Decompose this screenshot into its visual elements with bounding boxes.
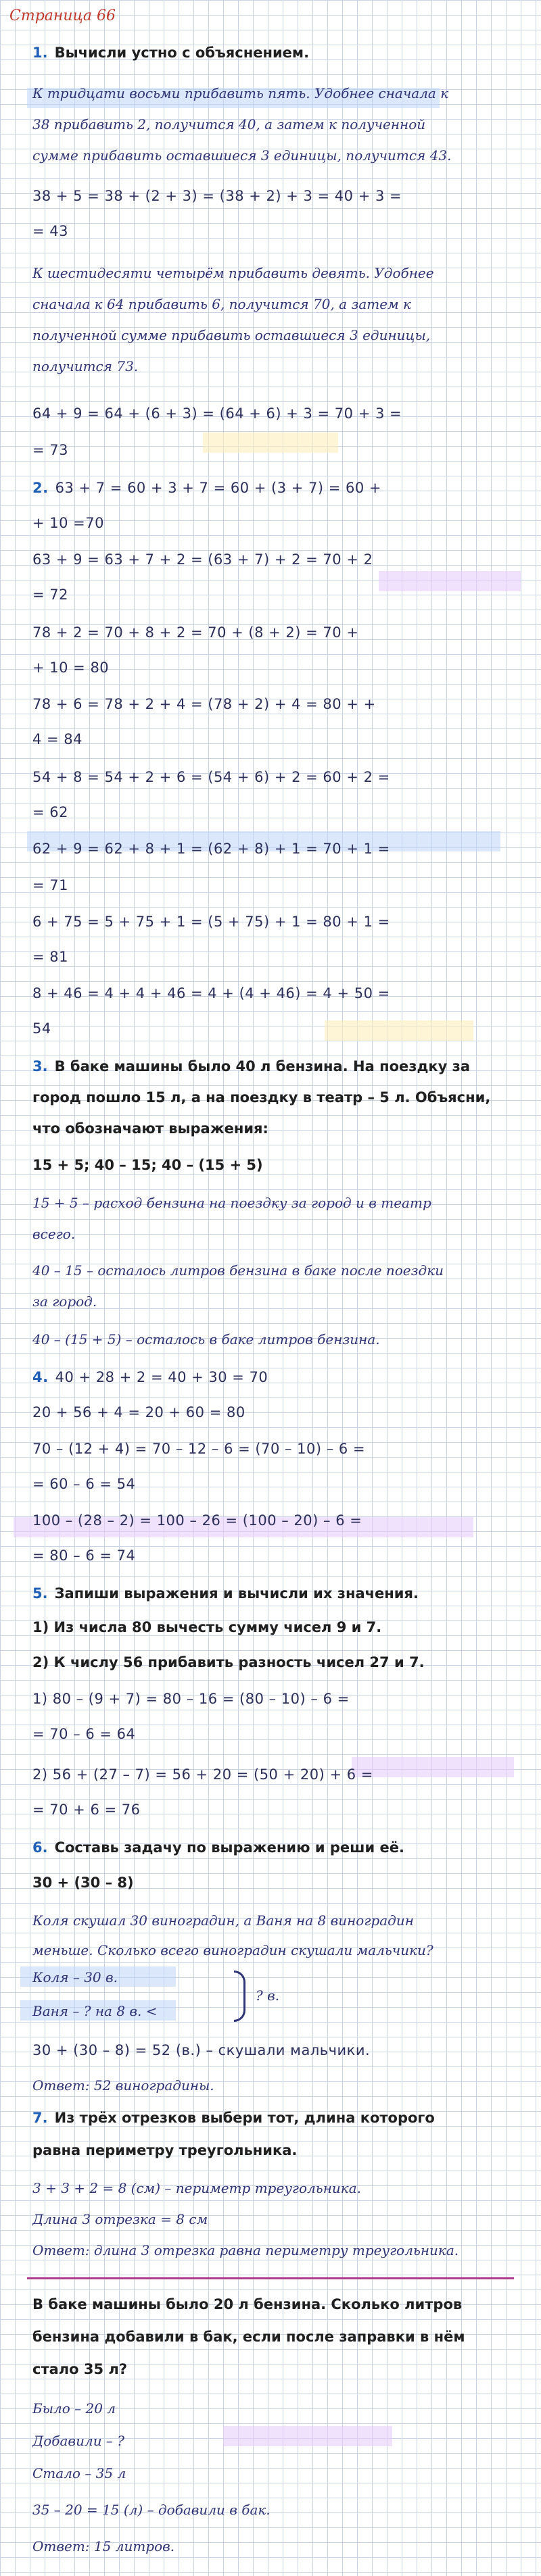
task-5-item: 1) Из числа 80 вычесть сумму чисел 9 и 7. <box>32 1619 382 1635</box>
task-1-line: сначала к 64 прибавить 6, получится 70, а затем к <box>32 296 411 312</box>
task-2-line: 8 + 46 = 4 + 4 + 46 = 4 + (4 + 46) = 4 + 50 = <box>32 985 390 1001</box>
task-3-answer: всего. <box>32 1226 76 1242</box>
task-2-line: 78 + 6 = 78 + 2 + 4 = (78 + 2) + 4 = 80 + + <box>32 696 376 712</box>
task-1-line: К шестидесяти четырём прибавить девять. Удобнее <box>32 265 434 281</box>
task-3-condition: 15 + 5; 40 – 15; 40 – (15 + 5) <box>32 1157 263 1173</box>
task-3-condition: город пошло 15 л, а на поездку в театр – 5 л. Объясни, <box>32 1089 491 1106</box>
brace-icon <box>234 1971 245 2022</box>
task-heading-text: Из трёх отрезков выбери тот, длина которого <box>54 2110 435 2126</box>
task-7-line: Длина 3 отрезка = 8 см <box>32 2211 208 2227</box>
task-1-line: К тридцати восьми прибавить пять. Удобнее сначала к <box>32 85 449 101</box>
task-2-line: 78 + 2 = 70 + 8 + 2 = 70 + (8 + 2) = 70 + <box>32 624 359 641</box>
task-7-line: Ответ: длина 3 отрезка равна периметру треугольника. <box>32 2242 459 2258</box>
task-4-line <box>32 1364 517 1391</box>
task-number: 7. <box>32 2110 48 2126</box>
task-2-line: 6 + 75 = 5 + 75 + 1 = (5 + 75) + 1 = 80 + 1 = <box>32 914 390 930</box>
task-8-line: Добавили – ? <box>32 2433 125 2449</box>
task-1-line: 64 + 9 = 64 + (6 + 3) = (64 + 6) + 3 = 70 + 3 = <box>32 405 402 422</box>
task-2-line: = 71 <box>32 877 68 893</box>
task-6-line: меньше. Сколько всего виноградин скушали мальчики? <box>32 1942 433 1958</box>
task-5-line: = 70 + 6 = 76 <box>32 1802 141 1818</box>
task-6-note: Ваня – ? на 8 в. < <box>32 2003 158 2019</box>
task-8-condition: стало 35 л? <box>32 2361 128 2377</box>
task-heading-text: Составь задачу по выражению и реши её. <box>54 1839 404 1856</box>
section-divider <box>27 2277 514 2279</box>
task-heading-text: Запиши выражения и вычисли их значения. <box>54 1585 419 1602</box>
task-3-answer: 40 – 15 – осталось литров бензина в баке после поездки <box>32 1262 444 1279</box>
task-1-line: получится 73. <box>32 358 139 374</box>
task-number: 5. <box>32 1585 48 1602</box>
task-4-line: = 80 – 6 = 74 <box>32 1547 136 1564</box>
task-8-line: 35 – 20 = 15 (л) – добавили в бак. <box>32 2502 270 2518</box>
task-2-line: 54 + 8 = 54 + 2 + 6 = (54 + 6) + 2 = 60 + 2 = <box>32 769 390 785</box>
task-3-answer: 40 – (15 + 5) – осталось в баке литров бензина. <box>32 1331 380 1347</box>
task-4-line: 20 + 56 + 4 = 20 + 60 = 80 <box>32 1404 245 1420</box>
task-2-line: = 72 <box>32 587 68 603</box>
task-condition-text: В баке машины было 40 л бензина. На поездку за <box>54 1058 471 1074</box>
task-6-solution: 30 + (30 – 8) = 52 (в.) – скушали мальчики. <box>32 2042 371 2058</box>
task-8-line: Было – 20 л <box>32 2400 116 2417</box>
task-number: 1. <box>32 45 48 61</box>
task-4-line: 100 – (28 – 2) = 100 – 26 = (100 – 20) – 6 = <box>32 1512 362 1529</box>
task-line-text: 63 + 7 = 60 + 3 + 7 = 60 + (3 + 7) = 60 + <box>55 480 382 496</box>
task-heading-text: Вычисли устно с объяснением. <box>54 45 310 61</box>
task-5-line: = 70 – 6 = 64 <box>32 1726 136 1742</box>
task-6-note: Коля – 30 в. <box>32 1969 118 1985</box>
task-8-line: Ответ: 15 литров. <box>32 2538 175 2554</box>
task-5-line: 2) 56 + (27 – 7) = 56 + 20 = (50 + 20) + 6 = <box>32 1766 373 1783</box>
task-5-heading <box>32 1580 517 1607</box>
task-line-text: 40 + 28 + 2 = 40 + 30 = 70 <box>55 1369 268 1385</box>
task-6-answer: Ответ: 52 виноградины. <box>32 2077 214 2094</box>
task-1-line: полученной сумме прибавить оставшиеся 3 единицы, <box>32 327 431 343</box>
task-number: 2. <box>32 480 49 496</box>
task-6-heading <box>32 1834 517 1861</box>
task-2-line <box>32 474 517 501</box>
task-7-line: 3 + 3 + 2 = 8 (см) – периметр треугольника. <box>32 2180 361 2196</box>
task-8-line: Стало – 35 л <box>32 2465 126 2481</box>
task-1-line: 38 + 5 = 38 + (2 + 3) = (38 + 2) + 3 = 40 + 3 = <box>32 188 402 204</box>
task-2-line: 63 + 9 = 63 + 7 + 2 = (63 + 7) + 2 = 70 + 2 <box>32 551 373 568</box>
page-title: Страница 66 <box>9 7 116 24</box>
task-number: 4. <box>32 1369 49 1385</box>
task-3-answer: 15 + 5 – расход бензина на поездку за город и в театр <box>32 1195 431 1211</box>
task-3-answer: за город. <box>32 1293 97 1310</box>
task-6-line: Коля скушал 30 виноградин, а Ваня на 8 виноградин <box>32 1912 414 1929</box>
task-7-heading: равна периметру треугольника. <box>32 2142 298 2158</box>
brace-label: ? в. <box>256 1987 280 2004</box>
task-2-line: + 10 = 80 <box>32 660 110 676</box>
task-2-line: = 81 <box>32 949 68 965</box>
task-4-line: 70 – (12 + 4) = 70 – 12 – 6 = (70 – 10) – 6 = <box>32 1441 366 1457</box>
task-1-line: 38 прибавить 2, получится 40, а затем к полученной <box>32 116 426 132</box>
task-3-condition: что обозначают выражения: <box>32 1120 268 1137</box>
task-1-line: = 73 <box>32 442 68 458</box>
task-2-line: = 62 <box>32 804 68 820</box>
task-2-line: 62 + 9 = 62 + 8 + 1 = (62 + 8) + 1 = 70 + 1 = <box>32 841 390 857</box>
task-1-heading <box>32 39 517 66</box>
task-1-line: сумме прибавить оставшиеся 3 единицы, получится 43. <box>32 147 452 164</box>
task-8-condition: В баке машины было 20 л бензина. Сколько литров <box>32 2296 463 2312</box>
task-2-line: 4 = 84 <box>32 731 83 747</box>
task-7-heading <box>32 2104 517 2131</box>
task-5-line: 1) 80 – (9 + 7) = 80 – 16 = (80 – 10) – 6 = <box>32 1691 350 1707</box>
task-5-item: 2) К числу 56 прибавить разность чисел 27 и 7. <box>32 1654 425 1670</box>
task-1-line: = 43 <box>32 223 68 239</box>
task-3-condition <box>32 1053 517 1080</box>
task-8-condition: бензина добавили в бак, если после заправки в нём <box>32 2329 465 2345</box>
task-number: 6. <box>32 1839 48 1856</box>
task-2-line: 54 <box>32 1020 51 1037</box>
task-2-line: + 10 =70 <box>32 515 104 531</box>
task-4-line: = 60 – 6 = 54 <box>32 1476 136 1492</box>
task-6-expression: 30 + (30 – 8) <box>32 1875 134 1891</box>
task-number: 3. <box>32 1058 48 1074</box>
